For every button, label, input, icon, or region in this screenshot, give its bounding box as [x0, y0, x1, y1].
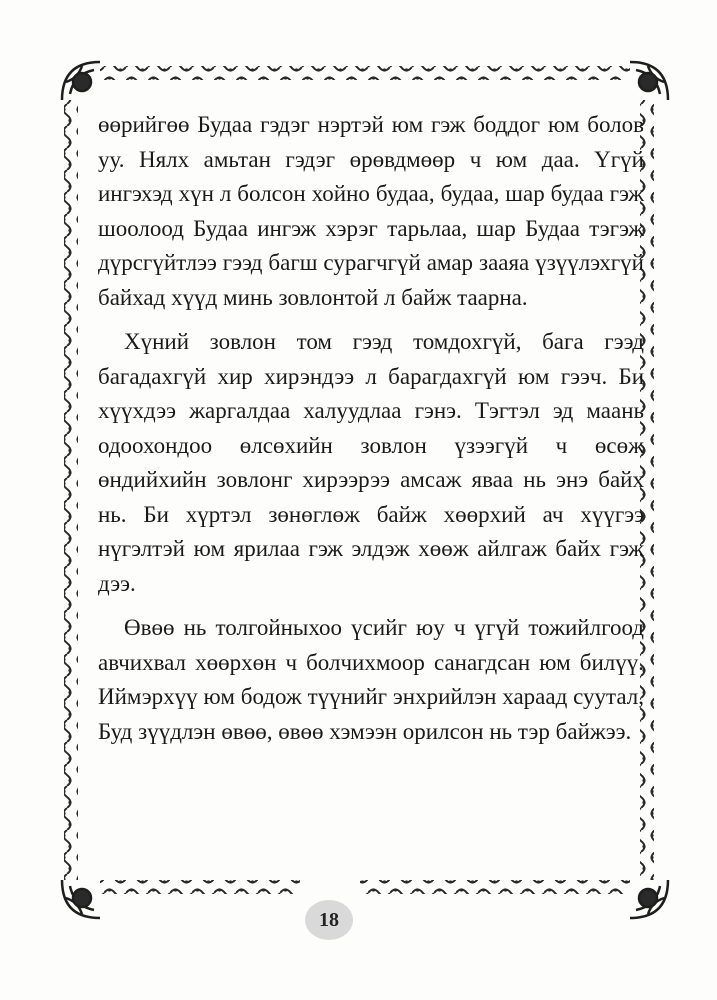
body-text — [98, 108, 644, 759]
paragraph-3: Өвөө нь толгойныхоо үсийг юу ч үгүй тожийлгоод авчихвал хөөрхөн ч болчихмоор санагдсан юм билүү. Иймэрхүү юм бодож түүнийг энхрийлэн хараад суутал, Буд зүүдлэн өвөө, өвөө хэмээн орилсон нь тэр байжээ. — [98, 615, 644, 744]
paragraph-2: Хүний зовлон том гээд томдохгүй, бага гээд багадахгүй хир хирэндээ л барагдахгүй юм гээч. Би хүүхдээ жаргалдаа халуудлаа гэнэ. Тэгтэл эд маань одоохондоо өлсөхийн зовлон үзээгүй ч өсөж өндийхийн зовлонг хирээрээ амсаж яваа нь энэ байх нь. Би хүртэл зөнөглөж байж хөөрхий ач хүүгээ нүгэлтэй юм ярилаа гэж элдэж хөөж айлгаж байх гэж дээ. — [98, 329, 644, 596]
paragraph-1: өөрийгөө Будаа гэдэг нэртэй юм гэж боддог юм болов уу. Нялх амьтан гэдэг өрөвдмөөр ч юм даа. Үгүй ингэхэд хүн л болсон хойно будаа, будаа, шар будаа гэж шоолоод Будаа ингэж хэрэг тарьлаа, шар Будаа тэгэж дүрсгүйтлээ гээд багш сурагчгүй амар зааяа үзүүлэхгүй байхад хүүд минь зовлонтой л байж таарна. — [98, 112, 644, 310]
page-number: 18 — [305, 900, 353, 940]
